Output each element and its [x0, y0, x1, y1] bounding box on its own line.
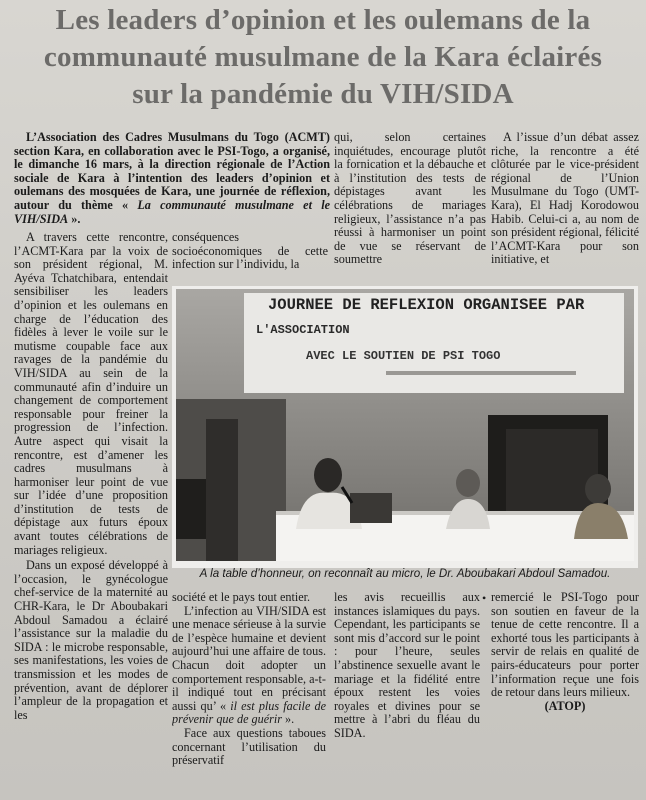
lead-paragraph [14, 131, 330, 227]
col2-bottom-2: L’infection au VIH/SIDA est une menace sérieuse à la survie de l’espèce humaine et devient aujourd’hui une affaire de tous. Chacun doit adopter un comportement responsable, a-t-il indiqué tout en précisant aussi qu’ « [172, 603, 326, 713]
column-4-top [491, 131, 639, 281]
article-signature: (ATOP) [544, 698, 586, 713]
col4-bottom-text: remercié le PSI-Togo pour son soutien en faveur de la tenue de cette rencontre. Il a exhorté tous les participants à servir de relais en qualité de pairs-éducateurs pour porter l’information reçue une fois de retour dans leurs milieux. [491, 591, 639, 700]
banner-line-3: AVEC LE SOUTIEN DE PSI TOGO [306, 349, 501, 363]
col3-bottom-text: les avis recueillis aux instances islamiques du pays. Cependant, les participants se sont mis d’accord sur le point : pour l’heure, seules l’abstinence sexuelle avant le mariage et la fidélité entre époux restent les voies royales et divines pour se mettre à l’abri du fléau du SIDA. [334, 591, 480, 740]
col2-bottom-3: Face aux questions taboues concernant l’utilisation du préservatif [172, 725, 326, 768]
column-2-bottom [172, 591, 326, 797]
column-3-top [334, 131, 486, 281]
col4-top-text: A l’issue d’un débat assez riche, la rencontre a été clôturée par le vice-président régional de l’Union Musulmane du Togo (UMT-Kara), El Hadj Korodowou Habib. Celui-ci a, au nom de son président régional, félicité l’ACMT-Kara pour son initiative, et [491, 131, 639, 267]
event-photo [176, 289, 634, 561]
photo-caption: A la table d’honneur, on reconnaît au micro, le Dr. Aboubakari Abdoul Samadou. [199, 567, 611, 580]
column-1 [14, 231, 168, 797]
headline-line-3: sur la pandémie du VIH/SIDA [132, 78, 514, 110]
banner-line-2: L'ASSOCIATION [256, 323, 350, 337]
col3-top-text: qui, selon certaines inquiétudes, encourage plutôt la fornication et la débauche et à l’institution des tests de dépistages avant les célébrations de mariages religieux, l’assistance n’a pas réussi à harmoniser un point de vue se réservant de soumettre [334, 131, 486, 267]
col2-top-text: conséquences socioéconomiques de cette infection sur l’individu, la [172, 231, 328, 272]
col1-paragraph-2: Dans un exposé développé à l’occasion, le gynécologue chef-service de la maternité au CHR-Kara, le Dr Aboubakari Abdoul Samadou a éclairé l’assistance sur la maladie du SIDA : le microbe responsable, ses manifestations, les voies de transmission et les modes de prévention, avant de déplorer l’ampleur de la propagation et les [14, 558, 168, 722]
column-4-bottom [491, 591, 639, 797]
article-headline [0, 2, 646, 113]
headline-line-1: Les leaders d’opinion et les oulemans de la [55, 4, 591, 36]
banner-line-1: JOURNEE DE REFLEXION ORGANISEE PAR [268, 296, 585, 314]
lead-end: ». [68, 211, 81, 226]
col2-bottom-1: société et le pays tout entier. [172, 591, 311, 604]
bullet-mark: • [482, 591, 487, 605]
col1-paragraph-1: A travers cette rencontre, l’ACMT-Kara par la voix de son président régional, M. Ayéva Tchatchibara, entendait sensibiliser les leaders d’opinion et les oulemans en charge de l’éducation des fidèles à lever le voile sur le mutisme coupable face aux ravages de la pandémie du VIH/SIDA au sein de la communauté afin d’induire un changement de comportement responsable pour freiner la progression de l’infection. Autre aspect qui visait la rencontre, est d’amener les cadres musulmans à harmoniser leur point de vue sur l’idée d’une proposition d’institution de tests de dépistage aux futurs époux avant toutes célébrations de mariages religieux. [14, 231, 168, 557]
col2-bottom-2-end: ». [282, 712, 295, 727]
headline-line-2: communauté musulmane de la Kara éclairés [43, 41, 603, 73]
column-2-top [172, 231, 328, 279]
lead-text: L’Association des Cadres Musulmans du Togo (ACMT) section Kara, en collaboration avec le PSI-Togo, a organisé, le dimanche 16 mars, à la direction régionale de l’Action sociale de Kara à l’intention des leaders d’opinion et oulemans des mosquées de Kara, une journée de réflexion, autour du thème « [14, 131, 330, 212]
lead-theme: La communauté musulmane et le VIH/SIDA [14, 197, 330, 226]
column-3-bottom [334, 591, 480, 797]
col2-quote: il est plus facile de prévenir que de guérir [172, 698, 326, 727]
